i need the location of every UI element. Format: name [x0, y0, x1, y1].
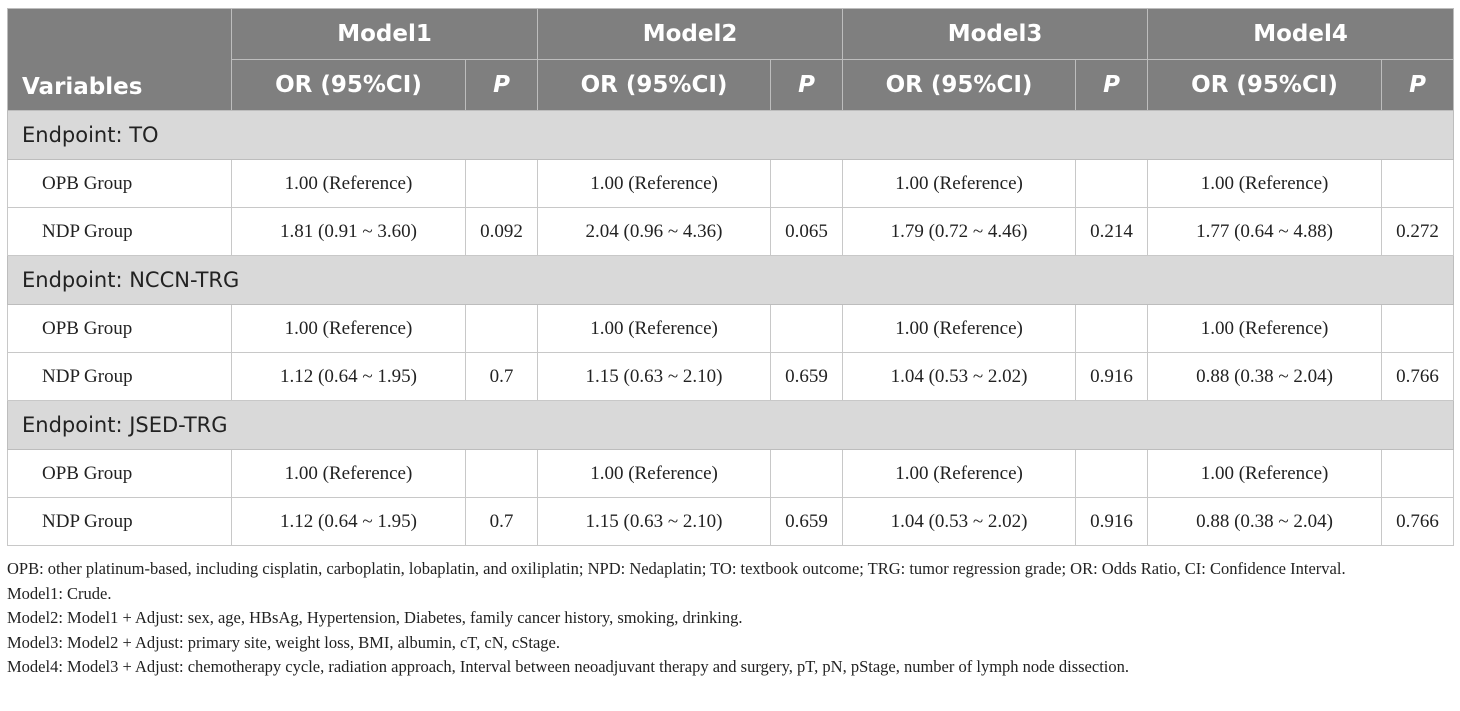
table-row — [8, 498, 1454, 546]
section-row — [8, 256, 1454, 305]
table-cell: 0.092 — [466, 208, 538, 256]
table-cell: 0.88 (0.38 ~ 2.04) — [1148, 498, 1382, 546]
table-cell: 1.77 (0.64 ~ 4.88) — [1148, 208, 1382, 256]
table-row — [8, 353, 1454, 401]
p-header: P — [1382, 60, 1454, 111]
results-table — [7, 8, 1454, 546]
table-cell: 1.00 (Reference) — [538, 450, 771, 498]
section-row — [8, 401, 1454, 450]
table-cell — [1076, 160, 1148, 208]
model3-header: Model3 — [843, 9, 1148, 60]
table-cell: 0.659 — [771, 353, 843, 401]
table-cell: 0.659 — [771, 498, 843, 546]
footnote-model2: Model2: Model1 + Adjust: sex, age, HBsAg, Hypertension, Diabetes, family cancer history, smoking, drinking. — [7, 608, 743, 627]
table-cell: 0.916 — [1076, 498, 1148, 546]
table-cell: 1.79 (0.72 ~ 4.46) — [843, 208, 1076, 256]
footnote-model1: Model1: Crude. — [7, 583, 112, 603]
table-cell: 1.00 (Reference) — [232, 305, 466, 353]
or-header: OR (95%CI) — [843, 60, 1076, 111]
table-cell: 1.81 (0.91 ~ 3.60) — [232, 208, 466, 256]
or-header: OR (95%CI) — [232, 60, 466, 111]
table-cell: 1.00 (Reference) — [843, 160, 1076, 208]
table-footnotes — [7, 557, 1453, 680]
table-cell — [771, 305, 843, 353]
table-cell: 1.00 (Reference) — [1148, 450, 1382, 498]
row-label: OPB Group — [8, 450, 232, 498]
table-row — [8, 208, 1454, 256]
section-title: Endpoint: TO — [8, 111, 1454, 160]
table-row — [8, 450, 1454, 498]
table-cell: 0.916 — [1076, 353, 1148, 401]
table-cell — [1076, 450, 1148, 498]
table-cell: 1.12 (0.64 ~ 1.95) — [232, 353, 466, 401]
p-header: P — [466, 60, 538, 111]
table-cell: 2.04 (0.96 ~ 4.36) — [538, 208, 771, 256]
table-cell — [466, 160, 538, 208]
table-cell — [1382, 305, 1454, 353]
table-cell — [466, 450, 538, 498]
model1-header: Model1 — [232, 9, 538, 60]
table-cell — [771, 160, 843, 208]
table-cell: 1.00 (Reference) — [1148, 160, 1382, 208]
table-cell: 1.00 (Reference) — [843, 450, 1076, 498]
footnote-abbreviations: OPB: other platinum-based, including cisplatin, carboplatin, lobaplatin, and oxiliplatin; NPD: Nedaplatin; TO: textbook outcome; TRG: tumor regression grade; OR: Odds Ratio, CI: Confidence Interval. — [7, 559, 1346, 578]
footnote-model4: Model4: Model3 + Adjust: chemotherapy cycle, radiation approach, Interval between neoadjuvant therapy and surgery, pT, pN, pStage, number of lymph node dissection. — [7, 657, 1129, 676]
table-cell: 0.88 (0.38 ~ 2.04) — [1148, 353, 1382, 401]
section-title: Endpoint: JSED-TRG — [8, 401, 1454, 450]
or-header: OR (95%CI) — [538, 60, 771, 111]
footnote-model3: Model3: Model2 + Adjust: primary site, weight loss, BMI, albumin, cT, cN, cStage. — [7, 632, 560, 652]
row-label: NDP Group — [8, 208, 232, 256]
table-cell: 0.766 — [1382, 353, 1454, 401]
table-cell: 0.272 — [1382, 208, 1454, 256]
table-cell: 0.214 — [1076, 208, 1148, 256]
row-label: NDP Group — [8, 353, 232, 401]
table-cell: 0.766 — [1382, 498, 1454, 546]
results-table-container — [7, 8, 1453, 546]
row-label: NDP Group — [8, 498, 232, 546]
table-cell: 1.00 (Reference) — [843, 305, 1076, 353]
table-cell: 1.04 (0.53 ~ 2.02) — [843, 353, 1076, 401]
table-cell: 1.15 (0.63 ~ 2.10) — [538, 498, 771, 546]
table-cell: 1.00 (Reference) — [538, 305, 771, 353]
table-cell: 1.12 (0.64 ~ 1.95) — [232, 498, 466, 546]
table-cell — [1076, 305, 1148, 353]
table-row — [8, 160, 1454, 208]
or-header: OR (95%CI) — [1148, 60, 1382, 111]
table-cell: 1.15 (0.63 ~ 2.10) — [538, 353, 771, 401]
model2-header: Model2 — [538, 9, 843, 60]
section-title: Endpoint: NCCN-TRG — [8, 256, 1454, 305]
table-cell: 0.7 — [466, 498, 538, 546]
table-cell: 0.7 — [466, 353, 538, 401]
row-label: OPB Group — [8, 160, 232, 208]
table-cell: 1.00 (Reference) — [232, 160, 466, 208]
section-row — [8, 111, 1454, 160]
model4-header: Model4 — [1148, 9, 1454, 60]
variables-header: Variables — [8, 9, 232, 111]
table-cell: 1.00 (Reference) — [232, 450, 466, 498]
table-cell — [771, 450, 843, 498]
table-cell: 1.04 (0.53 ~ 2.02) — [843, 498, 1076, 546]
table-cell: 0.065 — [771, 208, 843, 256]
table-row — [8, 305, 1454, 353]
table-cell — [1382, 450, 1454, 498]
header-row-models — [8, 9, 1454, 60]
table-cell: 1.00 (Reference) — [1148, 305, 1382, 353]
row-label: OPB Group — [8, 305, 232, 353]
table-cell: 1.00 (Reference) — [538, 160, 771, 208]
p-header: P — [1076, 60, 1148, 111]
table-cell — [466, 305, 538, 353]
table-cell — [1382, 160, 1454, 208]
p-header: P — [771, 60, 843, 111]
